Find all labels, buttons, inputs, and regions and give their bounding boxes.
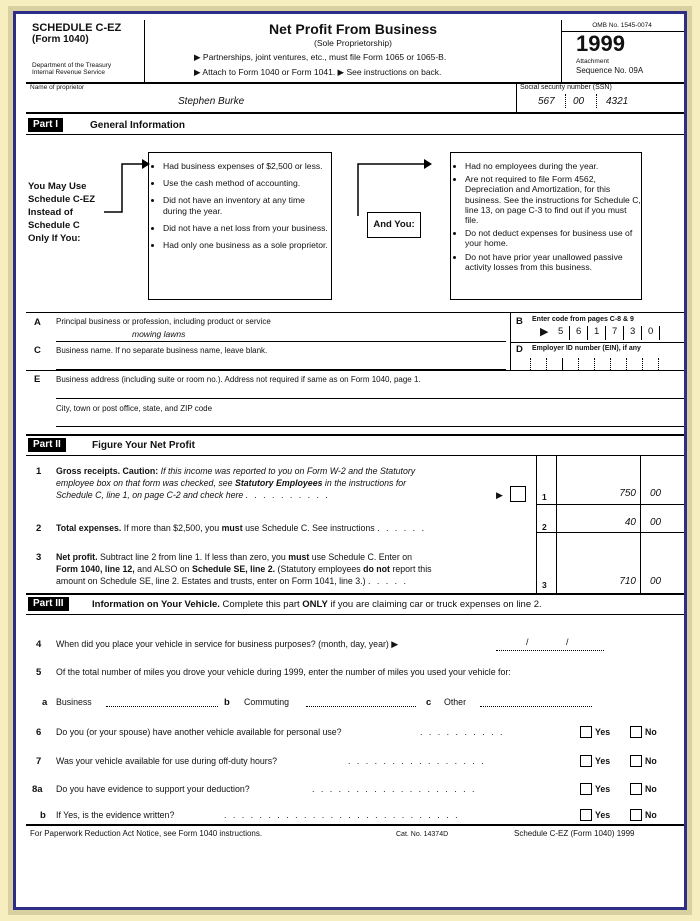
condition-item: • Did not have a net loss from your business.	[163, 223, 331, 233]
gross-receipts-cents[interactable]: 00	[650, 488, 662, 499]
condition-item: • Had business expenses of $2,500 or less.	[163, 161, 331, 171]
net-profit-cents[interactable]: 00	[650, 576, 662, 587]
and-you-box: And You:	[367, 212, 421, 238]
condition-item: • Are not required to file Form 4562, Depreciation and Amortization, for this business. See the instructions for Schedule C, line 13, on page C-3 to find out if you must file.	[465, 174, 641, 225]
form-title: Net Profit From Business	[268, 21, 438, 37]
attach-note: ▶ Attach to Form 1040 or Form 1041. ▶ See instructions on back.	[194, 67, 442, 77]
attachment-label: Attachment	[576, 58, 609, 65]
line-1-text-3: Schedule C, line 1, on page C-2 and check here . . . . . . . . . .	[56, 490, 331, 500]
schedule-label: SCHEDULE C-EZ	[32, 22, 122, 34]
part-3-tag: Part III	[28, 597, 69, 611]
proprietor-label: Name of proprietor	[30, 84, 85, 91]
city-state-zip-label: City, town or post office, state, and ZIP code	[56, 404, 213, 413]
yes-label: Yes	[595, 810, 611, 820]
line-2-text: Total expenses. If more than $2,500, you must use Schedule C. See instructions . . . . . .	[56, 523, 427, 533]
connector-line-icon	[358, 234, 378, 274]
omb-number: OMB No. 1545-0074	[592, 22, 652, 29]
conditions-box-right	[450, 152, 642, 300]
line-d-letter: D	[516, 344, 523, 355]
dept-line-1: Department of the Treasury	[32, 62, 112, 69]
line-b-letter: B	[516, 316, 523, 327]
yes-label: Yes	[595, 784, 611, 794]
line-d-label: Employer ID number (EIN), if any	[532, 345, 641, 352]
question-8b-no-checkbox[interactable]	[630, 809, 642, 821]
arrow-icon	[102, 154, 150, 216]
leader-dots: . . . . . . . . . . . . . . . . . . . . . . . . . . .	[224, 810, 460, 820]
business-miles-label: Business	[56, 697, 92, 707]
condition-item: • Do not have prior year unallowed passive activity losses from this business.	[465, 252, 641, 272]
form-label: (Form 1040)	[32, 34, 89, 45]
principal-business-value[interactable]: mowing lawns	[132, 329, 186, 339]
line-2-number: 2	[36, 523, 42, 534]
total-expenses-dollars[interactable]: 40	[624, 517, 636, 528]
ssn-part-3[interactable]: 4321	[606, 96, 629, 107]
ssn-part-2[interactable]: 00	[573, 96, 585, 107]
part-2-tag: Part II	[28, 438, 66, 452]
question-8b-yes-checkbox[interactable]	[580, 809, 592, 821]
gross-receipts-dollars[interactable]: 750	[619, 488, 636, 499]
question-8b-number: b	[40, 810, 46, 821]
line-1-box: 1	[542, 492, 547, 502]
ssn-label: Social security number (SSN)	[520, 84, 612, 91]
part-3-title: Information on Your Vehicle. Complete this part ONLY if you are claiming car or truck expenses on line 2.	[92, 599, 542, 610]
question-8a-number: 8a	[32, 784, 43, 795]
question-7-yes-checkbox[interactable]	[580, 755, 592, 767]
condition-item: • Do not deduct expenses for business use of your home.	[465, 228, 641, 248]
line-e-label: Business address (including suite or room no.). Address not required if same as on Form 1040, page 1.	[56, 375, 421, 384]
no-label: No	[645, 756, 657, 766]
no-label: No	[645, 784, 657, 794]
statutory-employee-checkbox[interactable]	[510, 486, 526, 502]
net-profit-dollars[interactable]: 710	[619, 576, 636, 587]
form-sheet	[16, 14, 684, 907]
part-1-tag: Part I	[28, 118, 63, 132]
business-miles-field[interactable]	[106, 698, 218, 707]
part-2-title: Figure Your Net Profit	[92, 440, 195, 451]
line-2-box: 2	[542, 522, 547, 532]
code-digit: 3	[630, 326, 636, 337]
sequence-number: Sequence No. 09A	[576, 66, 644, 75]
question-5-text: Of the total number of miles you drove your vehicle during 1999, enter the number of miles you used your vehicle for:	[56, 667, 511, 677]
question-6-no-checkbox[interactable]	[630, 726, 642, 738]
code-digit: 0	[648, 326, 654, 337]
question-5-number: 5	[36, 667, 42, 678]
question-6-yes-checkbox[interactable]	[580, 726, 592, 738]
line-e-letter: E	[34, 374, 41, 385]
eligibility-side-text: You May Use Schedule C-EZ Instead of Schedule C Only If You:	[28, 181, 96, 244]
question-8a-text: Do you have evidence to support your deduction?	[56, 784, 250, 794]
other-miles-field[interactable]	[480, 698, 592, 707]
catalog-number: Cat. No. 14374D	[396, 831, 449, 838]
yes-label: Yes	[595, 727, 611, 737]
question-4-text: When did you place your vehicle in service for business purposes? (month, day, year) ▶	[56, 639, 399, 649]
question-8b-text: If Yes, is the evidence written?	[56, 810, 175, 820]
miles-a-letter: a	[42, 697, 48, 708]
question-7-no-checkbox[interactable]	[630, 755, 642, 767]
condition-item: • Had only one business as a sole proprietor.	[163, 240, 331, 250]
line-1-text: Gross receipts. Caution: If this income was reported to you on Form W-2 and the Statutory	[56, 466, 416, 476]
commuting-miles-label: Commuting	[244, 697, 289, 707]
leader-dots: . . . . . . . . . .	[420, 727, 505, 737]
pointer-arrow-icon: ▶	[496, 490, 503, 500]
date-separator: /	[566, 637, 569, 647]
code-digit: 7	[612, 326, 618, 337]
ssn-part-1[interactable]: 567	[538, 96, 555, 107]
form-subtitle: (Sole Proprietorship)	[314, 38, 392, 48]
question-4-number: 4	[36, 639, 42, 650]
service-date-field[interactable]	[496, 640, 604, 651]
date-separator: /	[526, 637, 529, 647]
partnership-note: ▶ Partnerships, joint ventures, etc., must file Form 1065 or 1065-B.	[194, 52, 447, 62]
line-1-number: 1	[36, 466, 42, 477]
line-3-box: 3	[542, 580, 547, 590]
line-3-text-3: amount on Schedule SE, line 2. Estates and trusts, enter on Form 1041, line 3.) . . . . .	[56, 576, 408, 586]
total-expenses-cents[interactable]: 00	[650, 517, 662, 528]
dept-line-2: Internal Revenue Service	[32, 69, 105, 76]
tax-year: 1999	[576, 31, 625, 56]
question-7-number: 7	[36, 756, 42, 767]
line-1-text-2: employee box on that form was checked, see Statutory Employees in the instructions for	[56, 478, 407, 488]
line-c-label: Business name. If no separate business name, leave blank.	[56, 346, 268, 355]
proprietor-name[interactable]: Stephen Burke	[178, 96, 245, 107]
form-footer-id: Schedule C-EZ (Form 1040) 1999	[514, 829, 635, 838]
paperwork-notice: For Paperwork Reduction Act Notice, see Form 1040 instructions.	[30, 829, 263, 838]
leader-dots: . . . . . . . . . . . . . . . . . . .	[312, 784, 477, 794]
line-3-number: 3	[36, 552, 42, 563]
miles-b-letter: b	[224, 697, 230, 708]
line-3-text: Net profit. Subtract line 2 from line 1. If less than zero, you must use Schedule C. Enter on	[56, 552, 412, 562]
line-a-label: Principal business or profession, including product or service	[56, 317, 271, 326]
other-miles-label: Other	[444, 697, 467, 707]
conditions-box-left	[148, 152, 332, 300]
line-b-label: Enter code from pages C-8 & 9	[532, 316, 634, 323]
question-6-text: Do you (or your spouse) have another vehicle available for personal use?	[56, 727, 342, 737]
question-6-number: 6	[36, 727, 42, 738]
line-c-letter: C	[34, 345, 41, 356]
question-7-text: Was your vehicle available for use during off-duty hours?	[56, 756, 278, 766]
no-label: No	[645, 727, 657, 737]
line-3-text-2: Form 1040, line 12, and ALSO on Schedule SE, line 2. (Statutory employees do not report this	[56, 564, 432, 574]
yes-label: Yes	[595, 756, 611, 766]
code-digit: 1	[594, 326, 600, 337]
code-digit: 6	[576, 326, 582, 337]
leader-dots: . . . . . . . . . . . . . . . .	[348, 756, 486, 766]
condition-item: • Had no employees during the year.	[465, 161, 641, 171]
question-8a-yes-checkbox[interactable]	[580, 783, 592, 795]
question-8a-no-checkbox[interactable]	[630, 783, 642, 795]
condition-item: • Did not have an inventory at any time during the year.	[163, 195, 331, 215]
condition-item: • Use the cash method of accounting.	[163, 178, 331, 188]
commuting-miles-field[interactable]	[306, 698, 416, 707]
line-a-letter: A	[34, 317, 41, 328]
part-1-title: General Information	[90, 120, 186, 131]
pointer-arrow-icon: ▶	[540, 326, 549, 338]
no-label: No	[645, 810, 657, 820]
code-digit: 5	[558, 326, 564, 337]
miles-c-letter: c	[426, 697, 432, 708]
